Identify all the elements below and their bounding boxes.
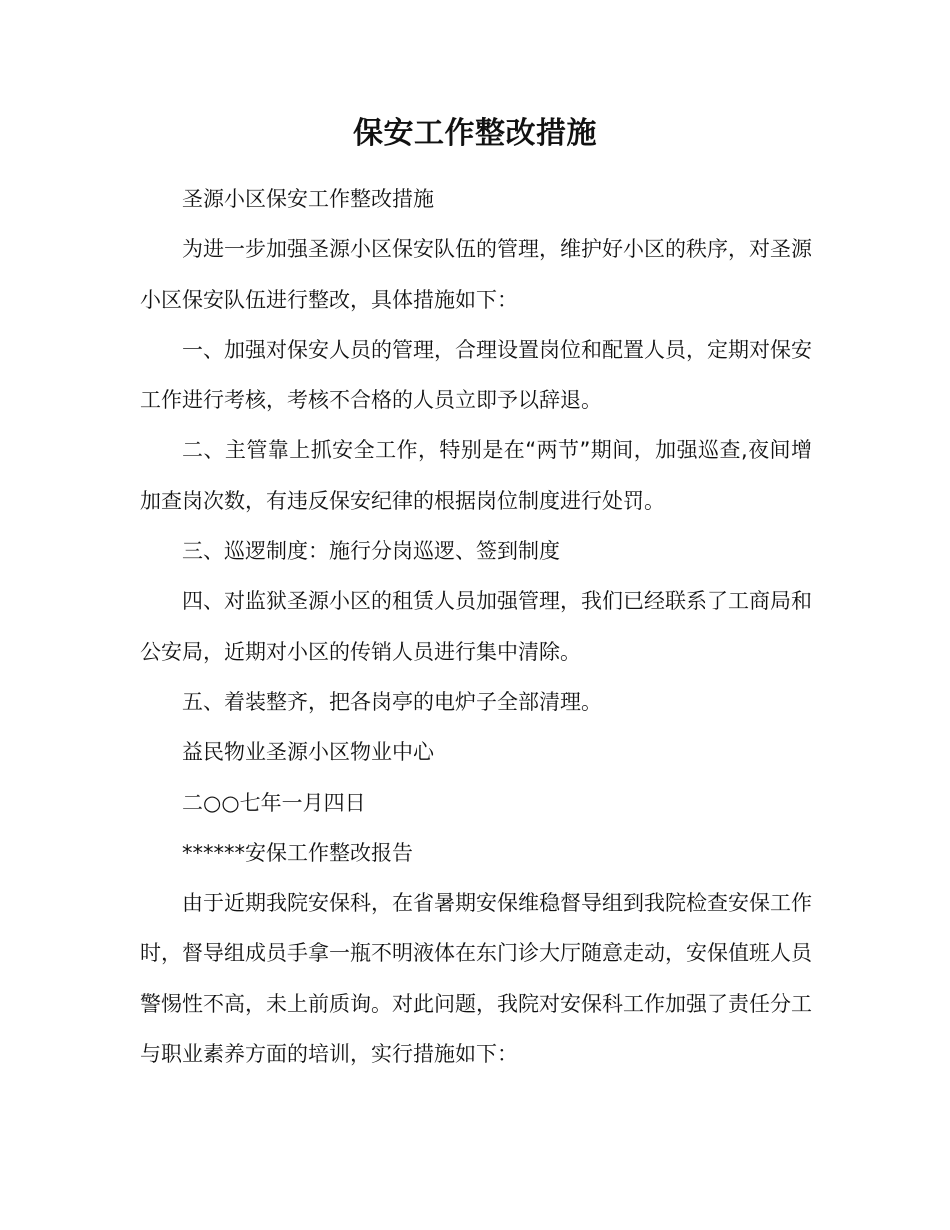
paragraph-intro: 为进一步加强圣源小区保安队伍的管理，维护好小区的秩序，对圣源小区保安队伍进行整改，具体措施如下： [140,237,812,312]
paragraph-report-heading: ******安保工作整改报告 [182,840,413,865]
paragraph-measure-1: 一、加强对保安人员的管理，合理设置岗位和配置人员，定期对保安工作进行考核，考核不合格的人员立即予以辞退。 [140,337,812,413]
document-body [140,174,812,1079]
paragraph-measure-4: 四、对监狱圣源小区的租赁人员加强管理，我们已经联系了工商局和公安局，近期对小区的传销人员进行集中清除。 [140,589,812,664]
paragraph-signature-date: 二○○七年一月四日 [182,790,366,815]
document-title: 保安工作整改措施 [353,116,597,151]
paragraph-report-body: 由于近期我院安保科，在省暑期安保维稳督导组到我院检查安保工作时，督导组成员手拿一瓶不明液体在东门诊大厅随意走动，安保值班人员警惕性不高，未上前质询。对此问题，我院对安保科工作加强了责任分工与职业素养方面的培训，实行措施如下： [140,891,812,1067]
paragraph-subtitle: 圣源小区保安工作整改措施 [182,187,434,211]
paragraph-measure-3: 三、巡逻制度：施行分岗巡逻、签到制度 [182,539,560,564]
paragraph-signature-org: 益民物业圣源小区物业中心 [182,740,434,765]
paragraph-measure-2: 二、主管靠上抓安全工作，特别是在“两节”期间，加强巡查,夜间增加查岗次数，有违反保安纪律的根据岗位制度进行处罚。 [140,438,812,513]
paragraph-measure-5: 五、着装整齐，把各岗亭的电炉子全部清理。 [182,689,602,714]
